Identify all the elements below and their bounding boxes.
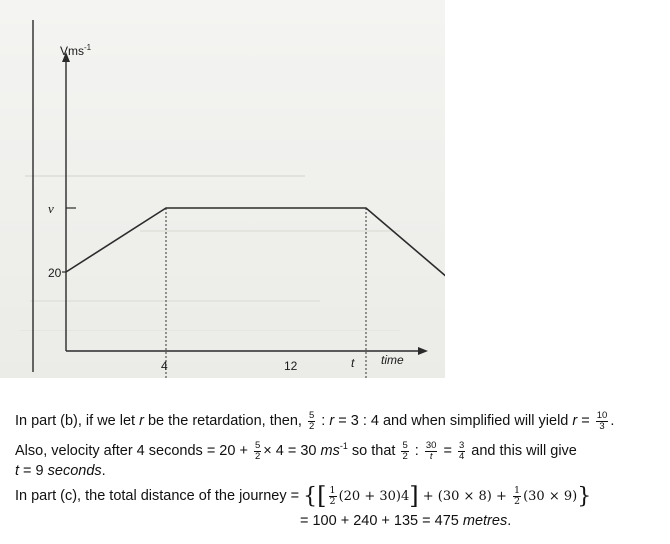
x-axis-arrow	[418, 347, 428, 355]
x-tick-label-12: 12	[284, 359, 298, 373]
fraction-10-over-3: $\frac{10}{3}$	[596, 409, 608, 432]
velocity-time-figure	[0, 0, 445, 378]
solution-line-1: In part (b), if we let r be the retardation, then, $\frac{5}{2}$ : r = 3 : 4 and when simplified will yield r = $\frac{10}{3}$ .	[15, 409, 615, 432]
fraction-3-over-4: $\frac{3}{4}$	[458, 439, 465, 462]
y-tick-label-v: v	[48, 201, 54, 216]
solution-line-4: In part (c), the total distance of the journey = {[ $\frac{1}{2}$ (20 + 30)4] + (30 × 8) + $\frac{1}{2}$ (30 × 9)}	[15, 482, 592, 510]
fraction-30-over-t: $\frac{30}{t}$	[425, 439, 437, 462]
fraction-5-over-2: $\frac{5}{2}$	[254, 439, 261, 462]
distance-expression: {[ $\frac{1}{2}$ (20 + 30)4] + (30 × 8) + $\frac{1}{2}$ (30 × 9)}	[303, 482, 592, 510]
fraction-1-over-2: $\frac{1}{2}$	[329, 485, 336, 507]
x-tick-label-t: t	[351, 356, 355, 370]
y-tick-label-20: 20	[48, 266, 62, 280]
fraction-5-over-2: $\frac{5}{2}$	[308, 409, 315, 432]
solution-line-5: = 100 + 240 + 135 = 475 metres.	[300, 513, 512, 529]
solution-text	[15, 410, 665, 535]
fraction-1-over-2: $\frac{1}{2}$	[514, 485, 521, 507]
x-axis-label: time	[381, 353, 404, 367]
fraction-5-over-2: $\frac{5}{2}$	[402, 439, 408, 462]
solution-line-2: Also, velocity after 4 seconds = 20 + $\frac{5}{2}$ × 4 = 30 $ms^{-1}$ so that $\frac{5}{2}$ : $\frac{30}{t}$ = $\frac{3}{4}$ and this will give	[15, 439, 577, 462]
x-tick-label-4: 4	[161, 359, 168, 373]
scan-bleed-through	[20, 175, 400, 331]
solution-line-3: t = 9 seconds.	[15, 463, 106, 479]
velocity-time-chart	[0, 0, 445, 378]
y-axis-label: Vms$^{-1}$	[60, 43, 92, 58]
